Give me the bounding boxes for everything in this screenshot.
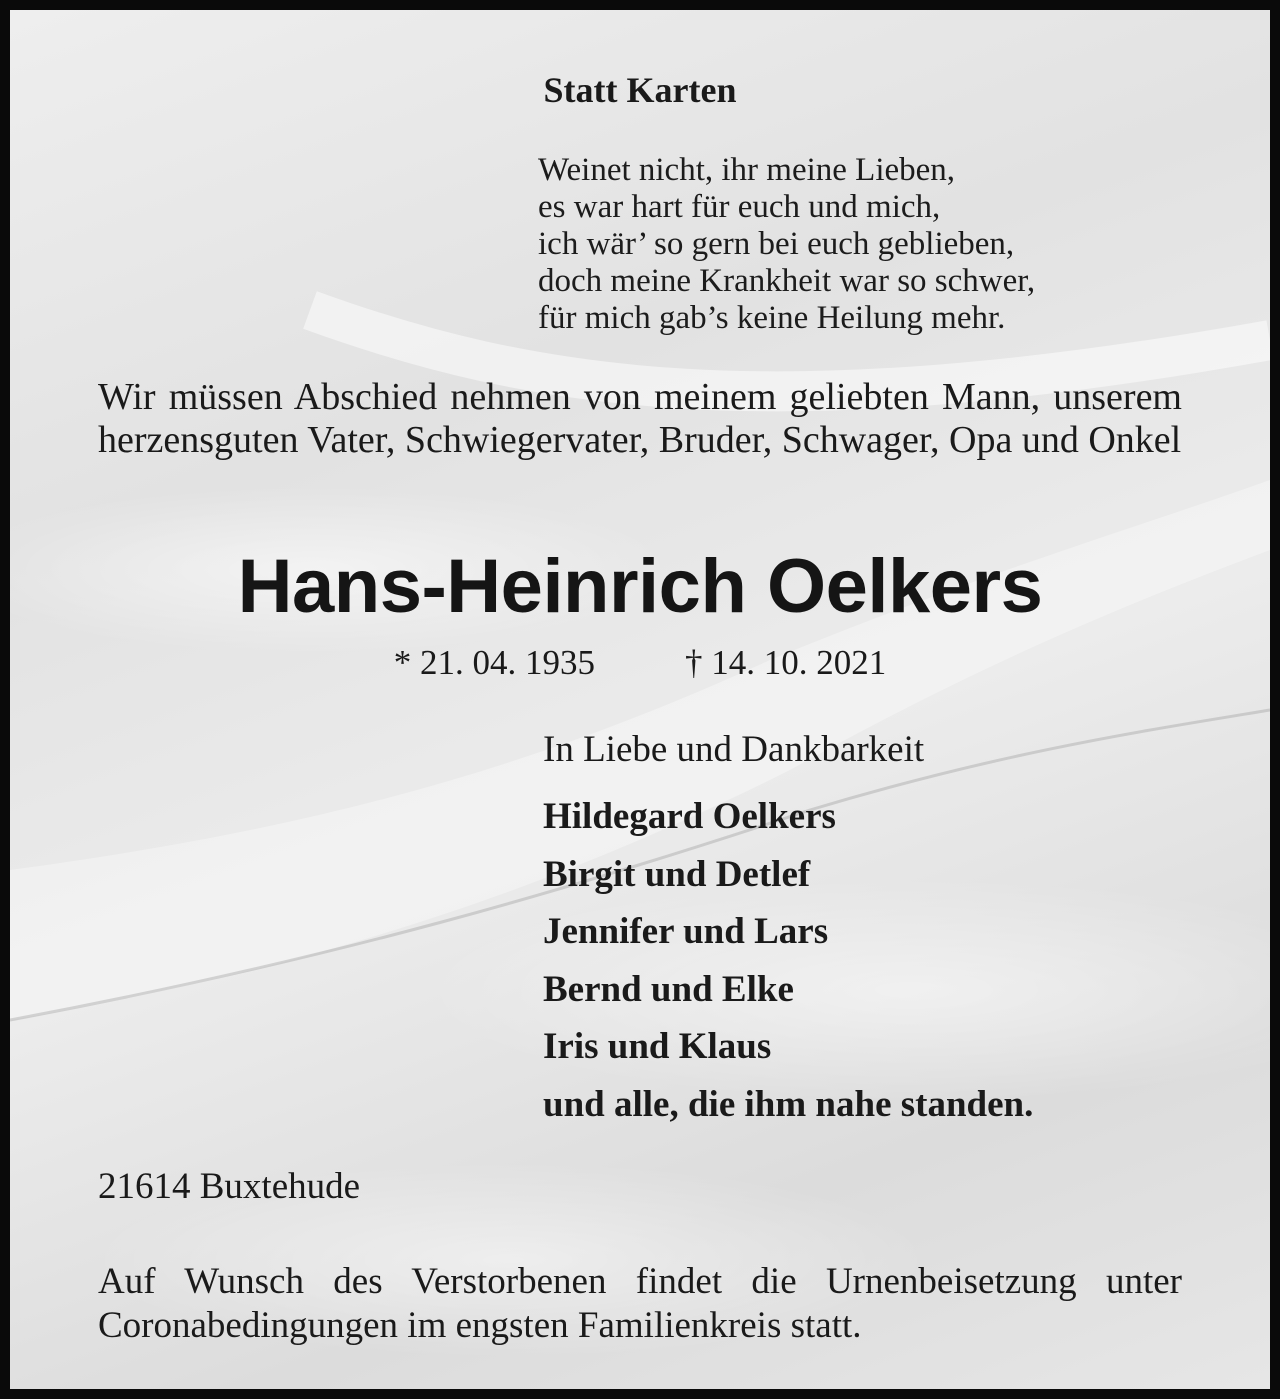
place: 21614 Buxtehude	[98, 1166, 361, 1207]
poem-line: Weinet nicht, ihr meine Lieben,	[538, 152, 956, 188]
life-dates	[10, 642, 1270, 684]
mourner: Iris und Klaus	[543, 1026, 772, 1068]
mourner: und alle, die ihm nahe standen.	[543, 1083, 1034, 1125]
mourners-list	[543, 788, 1243, 1134]
burial-notice: Auf Wunsch des Verstorbenen findet die Urnenbeisetzung unter Coronabedingungen im engsten Familienkreis statt.	[98, 1261, 1182, 1346]
birth-date: * 21. 04. 1935	[393, 643, 595, 682]
poem	[538, 152, 1258, 337]
poem-line: es war hart für euch und mich,	[538, 189, 941, 225]
death-date: † 14. 10. 2021	[685, 643, 887, 682]
mourner: Birgit und Detlef	[543, 853, 811, 895]
mourner: Bernd und Elke	[543, 968, 794, 1010]
intro-text: Wir müssen Abschied nehmen von meinem geliebten Mann, unserem herzensguten Vater, Schwiegervater, Bruder, Schwager, Opa und Onkel	[98, 376, 1182, 461]
poem-line: für mich gab’s keine Heilung mehr.	[538, 300, 1006, 336]
mourner: Hildegard Oelkers	[543, 796, 836, 837]
dedication: In Liebe und Dankbarkeit	[543, 729, 925, 770]
poem-line: doch meine Krankheit war so schwer,	[538, 263, 1036, 299]
poem-line: ich wär’ so gern bei euch geblieben,	[538, 226, 1015, 262]
deceased-name: Hans-Heinrich Oelkers	[237, 544, 1043, 629]
header-title: Statt Karten	[543, 70, 737, 110]
mourner: Jennifer und Lars	[543, 911, 829, 953]
